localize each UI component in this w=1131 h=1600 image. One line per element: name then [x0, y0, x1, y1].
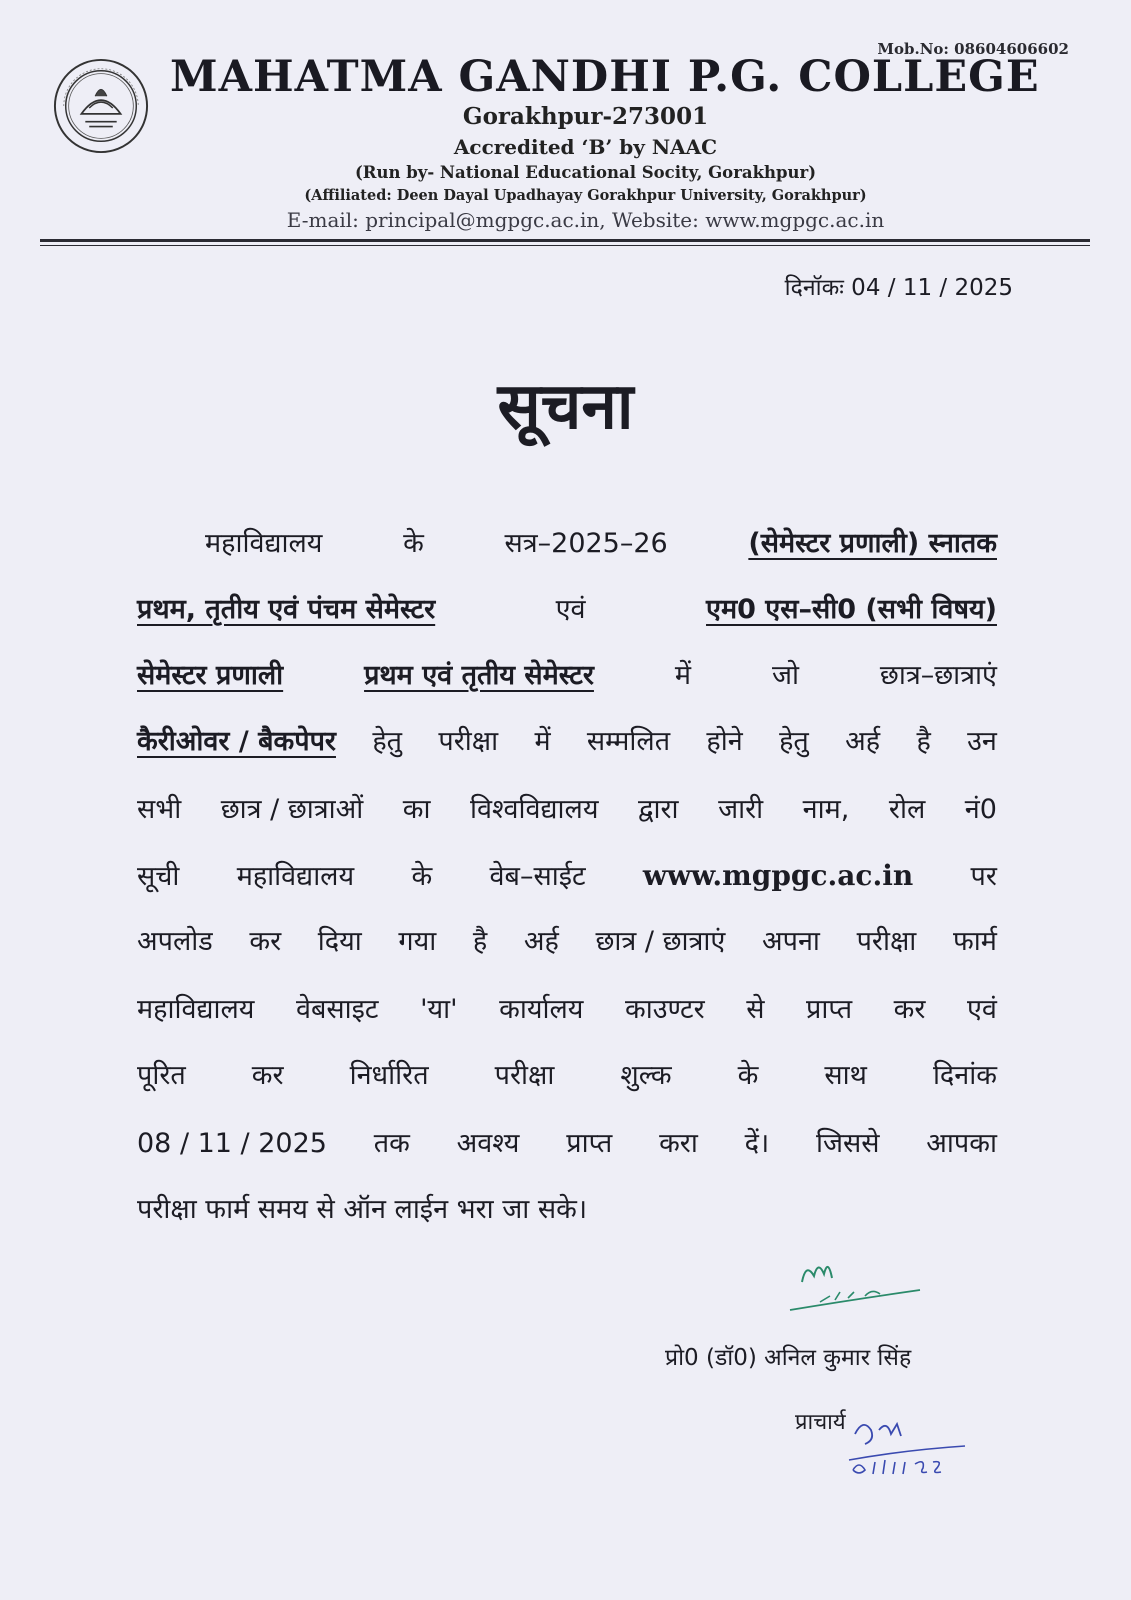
line-word: परीक्षा	[494, 1060, 555, 1091]
notice-title: सूचना	[497, 370, 634, 444]
line-word: सत्र–2025–26	[504, 528, 668, 559]
mobile-number: Mob.No: 08604606602	[877, 40, 1069, 58]
body-line-4	[137, 728, 997, 755]
body-line-9	[137, 1062, 997, 1089]
line-word: पर	[970, 861, 997, 892]
line-word: से	[746, 994, 765, 1025]
line-word: कर	[251, 1060, 284, 1091]
website-link[interactable]: www.mgpgc.ac.in	[642, 859, 914, 892]
line-word: दें।	[744, 1128, 770, 1159]
line-word: छात्र / छात्राएं	[595, 926, 726, 957]
body-line-3	[137, 662, 997, 689]
line-word: काउण्टर	[624, 994, 705, 1025]
line-word: अपलोड	[137, 926, 213, 957]
line-word: नं0	[964, 794, 997, 825]
line-word: कार्यालय	[499, 994, 584, 1025]
line-word: के	[403, 528, 424, 559]
deadline-date: 08 / 11 / 2025	[137, 1128, 327, 1159]
signatory-designation: प्राचार्य	[795, 1410, 846, 1435]
line-word: करा	[659, 1128, 698, 1159]
body-line-2	[137, 596, 997, 623]
college-name: MAHATMA GANDHI P.G. COLLEGE	[170, 52, 1040, 102]
line-word: महाविद्यालय	[137, 994, 255, 1025]
underlined-phrase: (सेमेस्टर प्रणाली) स्नातक	[748, 528, 997, 559]
line-word: दिनांक	[932, 1060, 997, 1091]
notice-date: दिनॉकः 04 / 11 / 2025	[784, 275, 1013, 301]
line-word: है	[916, 726, 931, 757]
signatory-name: प्रो0 (डॉ0) अनिल कुमार सिंह	[665, 1345, 912, 1371]
line-word: होने	[706, 726, 743, 757]
line-word: गया	[398, 926, 437, 957]
line-word: महाविद्यालय	[236, 861, 355, 892]
line-word: के	[411, 861, 433, 892]
line-word: 'या'	[420, 994, 458, 1025]
line-word: आपका	[926, 1128, 997, 1159]
line-word: एवं	[966, 994, 997, 1025]
line-word: का	[402, 794, 431, 825]
underlined-phrase: सेमेस्टर प्रणाली	[137, 660, 284, 691]
line-word: परीक्षा	[856, 926, 917, 957]
line-word: वेब–साईट	[489, 861, 586, 892]
line-word: सभी	[137, 794, 182, 825]
header-rule	[40, 239, 1090, 242]
line-word: में	[534, 726, 551, 757]
line-word: तक	[373, 1128, 410, 1159]
line-word: हेतु	[372, 726, 403, 757]
line-word: में	[674, 660, 692, 691]
line-word: एवं	[555, 594, 586, 625]
line-word: अवश्य	[456, 1128, 520, 1159]
line-word: साथ	[824, 1060, 867, 1091]
line-word: अपना	[761, 926, 820, 957]
line-word: उन	[967, 726, 997, 757]
line-word: परीक्षा	[438, 726, 499, 757]
line-word: पूरित	[137, 1060, 186, 1091]
line-word: विश्वविद्यालय	[470, 794, 599, 825]
line-word: जिससे	[815, 1128, 880, 1159]
line-text: परीक्षा फार्म समय से ऑन लाईन भरा जा सके।	[137, 1194, 588, 1225]
line-word: निर्धारित	[349, 1060, 429, 1091]
line-word: के	[737, 1060, 759, 1091]
line-word: कर	[893, 994, 926, 1025]
underlined-phrase: प्रथम, तृतीय एवं पंचम सेमेस्टर	[137, 594, 436, 625]
body-line-10	[137, 1130, 997, 1157]
run-by: (Run by- National Educational Socity, Gorakhpur)	[354, 163, 817, 182]
line-word: हेतु	[779, 726, 809, 757]
body-line-8	[137, 996, 997, 1023]
body-line-11	[137, 1196, 997, 1223]
line-word: प्राप्त	[566, 1128, 613, 1159]
body-line-7	[137, 928, 997, 955]
signature-scribble-icon	[835, 1400, 975, 1480]
signature-initials-icon	[780, 1252, 940, 1322]
line-word: प्राप्त	[806, 994, 853, 1025]
line-word: रोल	[888, 794, 926, 825]
line-word: जो	[771, 660, 799, 691]
underlined-phrase: प्रथम एवं तृतीय सेमेस्टर	[364, 660, 594, 691]
line-word: अर्ह	[845, 726, 881, 757]
line-word: शुल्क	[620, 1060, 672, 1091]
contact-line: E-mail: principal@mgpgc.ac.in, Website: www.mgpgc.ac.in	[286, 208, 885, 232]
line-word: वेबसाइट	[295, 994, 379, 1025]
line-word: सूची	[137, 861, 180, 892]
body-line-5	[137, 796, 997, 823]
line-word: जारी	[718, 794, 764, 825]
body-line-6	[137, 859, 997, 892]
line-word: फार्म	[952, 926, 997, 957]
body-line-1	[205, 530, 997, 557]
line-word: अर्ह	[523, 926, 559, 957]
accreditation: Accredited ‘B’ by NAAC	[453, 135, 718, 159]
line-word: द्वारा	[638, 794, 679, 825]
line-word: नाम,	[802, 794, 850, 825]
header-rule-thin	[40, 245, 1090, 246]
line-word: छात्र–छात्राएं	[879, 660, 997, 691]
affiliation: (Affiliated: Deen Dayal Upadhayay Gorakhpur University, Gorakhpur)	[304, 187, 867, 204]
line-word: सम्मलित	[586, 726, 671, 757]
underlined-phrase: कैरीओवर / बैकपेपर	[137, 726, 336, 757]
underlined-phrase: एम0 एस–सी0 (सभी विषय)	[706, 594, 997, 625]
college-city: Gorakhpur-273001	[462, 103, 709, 130]
line-word: है	[472, 926, 488, 957]
line-word: दिया	[317, 926, 362, 957]
line-word: छात्र / छात्राओं	[220, 794, 364, 825]
line-word: महाविद्यालय	[205, 528, 323, 559]
line-word: कर	[249, 926, 282, 957]
